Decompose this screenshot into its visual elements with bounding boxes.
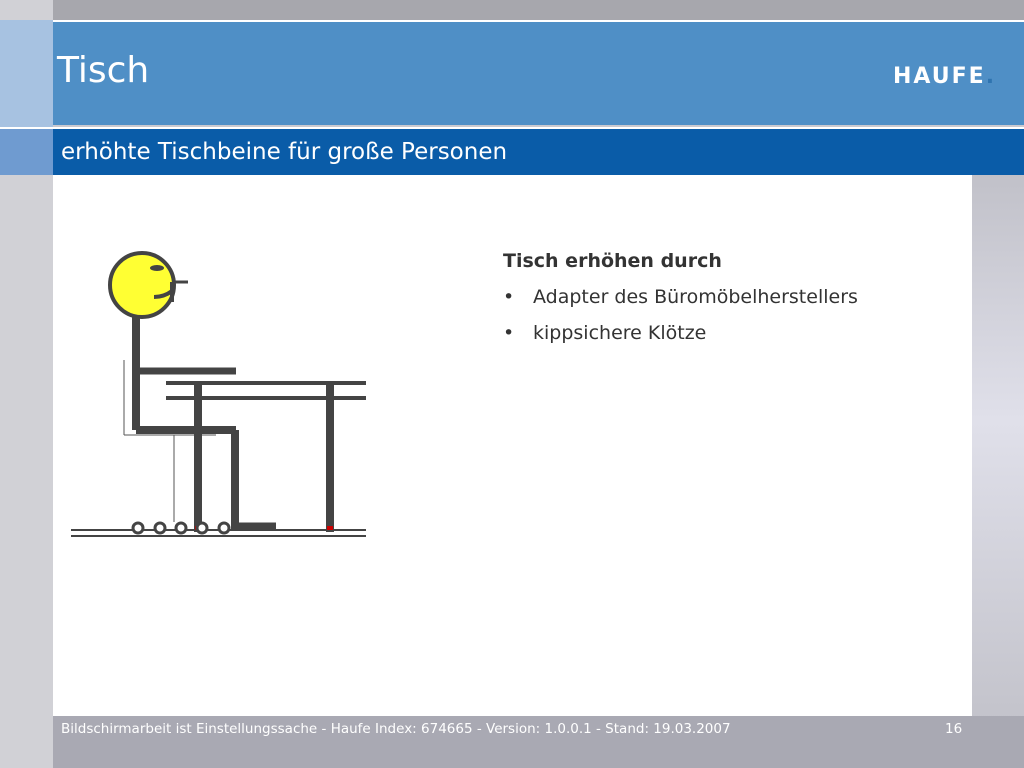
top-strip (0, 0, 1024, 20)
chair-wheel (197, 523, 207, 533)
page-number: 16 (945, 721, 963, 737)
logo-text: HAUFE (893, 64, 986, 89)
chair-wheel (155, 523, 165, 533)
bullet-item (503, 286, 858, 308)
subtitle-band (53, 127, 1024, 175)
footer (53, 716, 1024, 768)
subtitle-left-accent (0, 127, 53, 175)
bullet-text: kippsichere Klötze (533, 322, 707, 344)
content-heading: Tisch erhöhen durch (503, 250, 722, 272)
bullet-text: Adapter des Büromöbelherstellers (533, 286, 858, 308)
logo-dot: . (985, 64, 997, 89)
footer-text: Bildschirmarbeit ist Einstellungssache - Haufe Index: 674665 - Version: 1.0.0.1 - Stand: 19.03.2007 (61, 721, 731, 737)
desk-illustration (68, 240, 378, 560)
bullet-marker: • (503, 286, 515, 308)
bullet-item (503, 322, 858, 344)
slide-content (53, 175, 972, 716)
haufe-logo (893, 64, 996, 89)
slide-title: Tisch (57, 50, 150, 91)
chair-wheel (176, 523, 186, 533)
adapter-right (327, 526, 333, 530)
text-block (503, 250, 858, 358)
title-band (53, 20, 1024, 125)
chair-wheel (133, 523, 143, 533)
slide-subtitle: erhöhte Tischbeine für große Personen (61, 139, 508, 165)
bullet-marker: • (503, 322, 515, 344)
chair-wheel (219, 523, 229, 533)
bullet-list (503, 286, 858, 344)
right-gradient-bar (972, 175, 1024, 720)
face-eye (150, 265, 164, 271)
smiley-face-icon (110, 253, 174, 317)
